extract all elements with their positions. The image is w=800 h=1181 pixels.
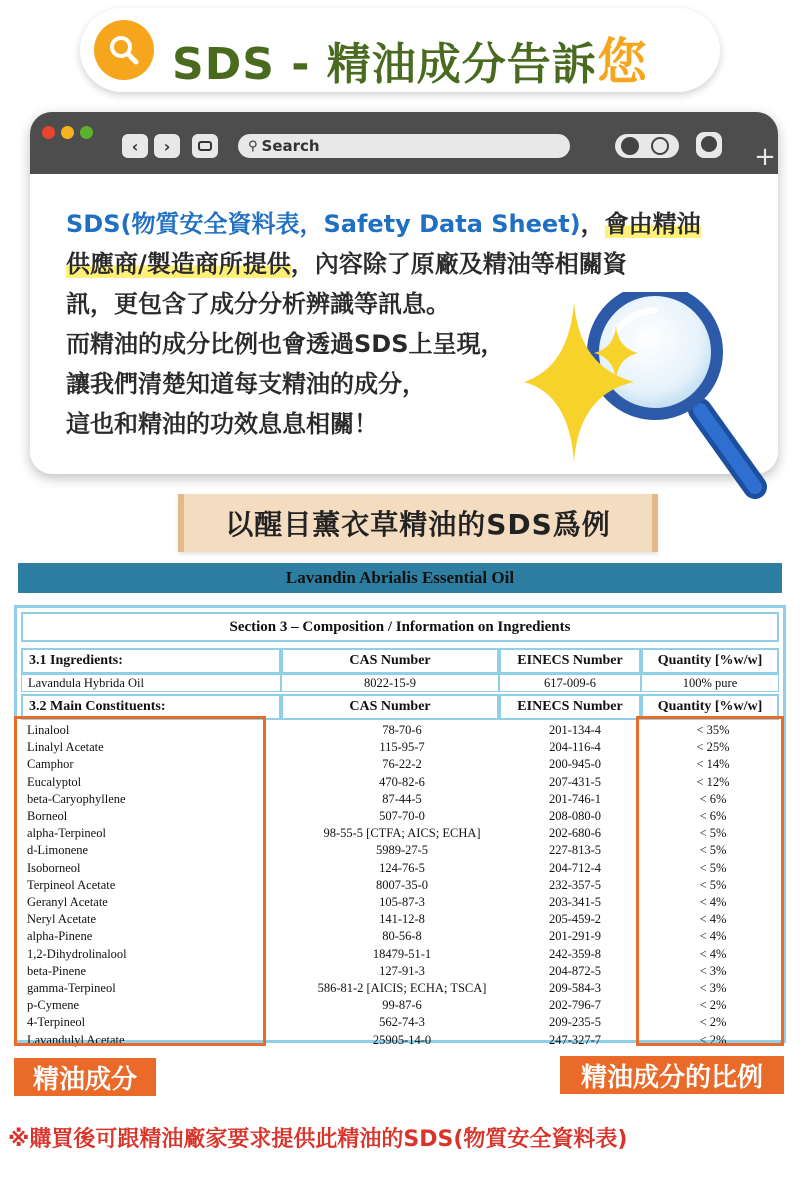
constituent-qty: < 6% bbox=[699, 809, 727, 823]
constituent-einecs: 227-813-5 bbox=[548, 843, 602, 858]
constituent-einecs: 207-431-5 bbox=[548, 774, 602, 789]
intro-segment: ， bbox=[580, 210, 605, 238]
constituent-cas: 99-87-6 bbox=[382, 998, 422, 1013]
search-icon: ⚲ bbox=[248, 138, 258, 154]
intro-segment: 而精油的成分比例也會透過SDS上呈現， bbox=[66, 330, 505, 358]
constituent-qty: < 3% bbox=[699, 981, 727, 995]
constituent-einecs: 247-327-7 bbox=[548, 1032, 602, 1047]
intro-line bbox=[66, 244, 746, 284]
back-button[interactable] bbox=[122, 134, 148, 158]
ingredients-label: 精油成分 bbox=[14, 1058, 156, 1096]
ratio-label: 精油成分的比例 bbox=[560, 1056, 784, 1094]
chevron-left-icon: ‹ bbox=[131, 136, 139, 156]
constituent-cas: 78-70-6 bbox=[382, 723, 422, 737]
browser-toolbar bbox=[30, 112, 778, 174]
example-banner: 以醒目薰衣草精油的SDS爲例 bbox=[178, 494, 658, 552]
constituent-einecs: 205-459-2 bbox=[548, 912, 602, 927]
constituent-cas: 25905-14-0 bbox=[372, 1032, 432, 1047]
constituent-qty: < 3% bbox=[699, 963, 727, 978]
constituent-name: Geranyl Acetate bbox=[27, 895, 108, 909]
tabs-button[interactable] bbox=[192, 134, 218, 158]
constituent-name: alpha-Terpineol bbox=[27, 826, 106, 841]
toggle-control[interactable] bbox=[615, 134, 679, 158]
constituent-qty: < 4% bbox=[699, 946, 727, 961]
magnifier-icon bbox=[560, 292, 790, 512]
constituent-cas: 141-12-8 bbox=[379, 912, 425, 927]
constituent-name: Eucalyptol bbox=[27, 774, 82, 789]
constituent-cas: 98-55-5 [CTFA; AICS; ECHA] bbox=[323, 826, 481, 841]
intro-segment: ，內容除了原廠及精油等相關資 bbox=[290, 250, 627, 278]
intro-line bbox=[66, 204, 746, 244]
constituent-qty: < 14% bbox=[696, 757, 730, 772]
constituent-qty: < 2% bbox=[699, 1015, 727, 1030]
constituent-name: gamma-Terpineol bbox=[27, 981, 116, 995]
record-button[interactable] bbox=[696, 132, 722, 158]
constituent-name: alpha-Pinene bbox=[27, 929, 93, 944]
constituent-cas: 115-95-7 bbox=[379, 740, 425, 755]
constituent-einecs: 202-680-6 bbox=[548, 826, 602, 841]
constituent-einecs: 203-341-5 bbox=[548, 895, 602, 909]
constituent-einecs: 200-945-0 bbox=[548, 757, 602, 772]
ingredients-highlight-box bbox=[14, 716, 266, 1046]
sds-section-title: Section 3 – Composition / Information on Ingredients bbox=[21, 612, 779, 642]
constituent-einecs: 201-746-1 bbox=[548, 791, 602, 806]
constituent-qty: < 6% bbox=[699, 791, 727, 806]
constituent-name: Isoborneol bbox=[27, 860, 81, 875]
constituent-qty: < 5% bbox=[699, 860, 727, 875]
ingredient-cas: 8022-15-9 bbox=[281, 674, 499, 692]
constituent-cas: 5989-27-5 bbox=[375, 843, 429, 858]
tabs-icon bbox=[198, 141, 212, 151]
constituent-qty: < 4% bbox=[699, 912, 727, 927]
constituent-qty: < 12% bbox=[696, 774, 730, 789]
forward-button[interactable] bbox=[154, 134, 180, 158]
constituent-einecs: 202-796-7 bbox=[548, 998, 602, 1013]
constituent-cas: 586-81-2 [AICIS; ECHA; TSCA] bbox=[317, 981, 487, 995]
constituent-einecs: 204-116-4 bbox=[549, 740, 601, 755]
constituent-cas: 562-74-3 bbox=[379, 1015, 425, 1030]
constituent-name: Camphor bbox=[27, 757, 74, 772]
constituents-quantity-header: Quantity [%w/w] bbox=[641, 694, 779, 720]
maximize-dot-icon[interactable] bbox=[80, 126, 93, 139]
constituent-cas: 470-82-6 bbox=[379, 774, 425, 789]
page-title bbox=[172, 22, 648, 94]
constituent-cas: 105-87-3 bbox=[379, 895, 425, 909]
intro-segment: 這也和精油的功效息息相關！ bbox=[66, 410, 378, 438]
sds-product-title: Lavandin Abrialis Essential Oil bbox=[18, 563, 782, 593]
constituent-qty: < 25% bbox=[696, 740, 730, 755]
intro-segment: 供應商/製造商所提供 bbox=[66, 250, 291, 278]
constituent-cas: 127-91-3 bbox=[379, 963, 425, 978]
ingredient-quantity: 100% pure bbox=[641, 674, 779, 692]
intro-segment: 會由精油 bbox=[604, 210, 701, 238]
constituents-header: 3.2 Main Constituents: bbox=[21, 694, 281, 720]
constituent-name: p-Cymene bbox=[27, 998, 80, 1013]
intro-segment: 訊，更包含了成分分析辨識等訊息。 bbox=[66, 290, 450, 318]
ratio-highlight-box bbox=[636, 716, 784, 1046]
constituent-einecs: 201-291-9 bbox=[548, 929, 602, 944]
constituent-qty: < 5% bbox=[699, 877, 727, 892]
constituent-einecs: 242-359-8 bbox=[548, 946, 602, 961]
constituent-qty: < 2% bbox=[699, 1032, 727, 1047]
quantity-header: Quantity [%w/w] bbox=[641, 648, 779, 674]
constituent-cas: 18479-51-1 bbox=[372, 946, 432, 961]
constituent-einecs: 209-584-3 bbox=[548, 981, 602, 995]
constituent-qty: < 4% bbox=[699, 929, 727, 944]
constituent-cas: 124-76-5 bbox=[379, 860, 425, 875]
constituent-cas: 8007-35-0 bbox=[375, 877, 429, 892]
constituent-einecs: 209-235-5 bbox=[548, 1015, 602, 1030]
constituent-einecs: 204-872-5 bbox=[548, 963, 602, 978]
title-pill bbox=[80, 8, 720, 92]
cas-header: CAS Number bbox=[281, 648, 499, 674]
constituent-cas: 507-70-0 bbox=[379, 809, 425, 823]
chevron-right-icon: › bbox=[163, 136, 171, 156]
constituent-qty: < 5% bbox=[699, 826, 727, 841]
constituent-einecs: 204-712-4 bbox=[548, 860, 602, 875]
page-title-main: SDS - 精油成分告訴 bbox=[172, 39, 597, 90]
constituent-cas: 80-56-8 bbox=[382, 929, 422, 944]
intro-segment: SDS(物質安全資料表，Safety Data Sheet) bbox=[66, 210, 581, 238]
constituent-name: Linalool bbox=[27, 723, 70, 737]
constituent-name: d-Limonene bbox=[27, 843, 89, 858]
footnote: ※購買後可跟精油廠家要求提供此精油的SDS(物質安全資料表) bbox=[8, 1127, 628, 1152]
constituent-cas: 76-22-2 bbox=[382, 757, 422, 772]
page-title-emphasis: 您 bbox=[596, 33, 648, 91]
constituent-qty: < 2% bbox=[699, 998, 727, 1013]
new-tab-button[interactable]: + bbox=[754, 142, 776, 172]
constituent-einecs: 232-357-5 bbox=[548, 877, 602, 892]
intro-segment: 讓我們清楚知道每支精油的成分， bbox=[66, 370, 426, 398]
ingredient-name: Lavandula Hybrida Oil bbox=[21, 674, 281, 692]
constituent-name: Terpineol Acetate bbox=[27, 877, 116, 892]
constituent-name: Linalyl Acetate bbox=[27, 740, 104, 755]
sparkle-icon bbox=[594, 326, 638, 380]
constituent-qty: < 5% bbox=[699, 843, 727, 858]
constituents-einecs-header: EINECS Number bbox=[499, 694, 641, 720]
constituent-name: Borneol bbox=[27, 809, 68, 823]
constituent-qty: < 4% bbox=[699, 895, 727, 909]
constituent-name: Neryl Acetate bbox=[27, 912, 97, 927]
constituent-name: Lavandulyl Acetate bbox=[27, 1032, 125, 1047]
search-input[interactable] bbox=[238, 134, 570, 158]
constituent-name: beta-Caryophyllene bbox=[27, 791, 126, 806]
constituents-cas-header: CAS Number bbox=[281, 694, 499, 720]
search-label: Search bbox=[261, 137, 320, 155]
constituent-einecs: 208-080-0 bbox=[548, 809, 602, 823]
search-icon bbox=[94, 20, 154, 80]
constituent-cas: 87-44-5 bbox=[382, 791, 422, 806]
constituent-name: 1,2-Dihydrolinalool bbox=[27, 946, 127, 961]
einecs-header: EINECS Number bbox=[499, 648, 641, 674]
constituent-qty: < 35% bbox=[696, 723, 730, 737]
close-dot-icon[interactable] bbox=[42, 126, 55, 139]
ingredients-header: 3.1 Ingredients: bbox=[21, 648, 281, 674]
constituent-name: 4-Terpineol bbox=[27, 1015, 86, 1030]
constituent-einecs: 201-134-4 bbox=[548, 723, 602, 737]
constituent-name: beta-Pinene bbox=[27, 963, 87, 978]
ingredient-einecs: 617-009-6 bbox=[499, 674, 641, 692]
minimize-dot-icon[interactable] bbox=[61, 126, 74, 139]
